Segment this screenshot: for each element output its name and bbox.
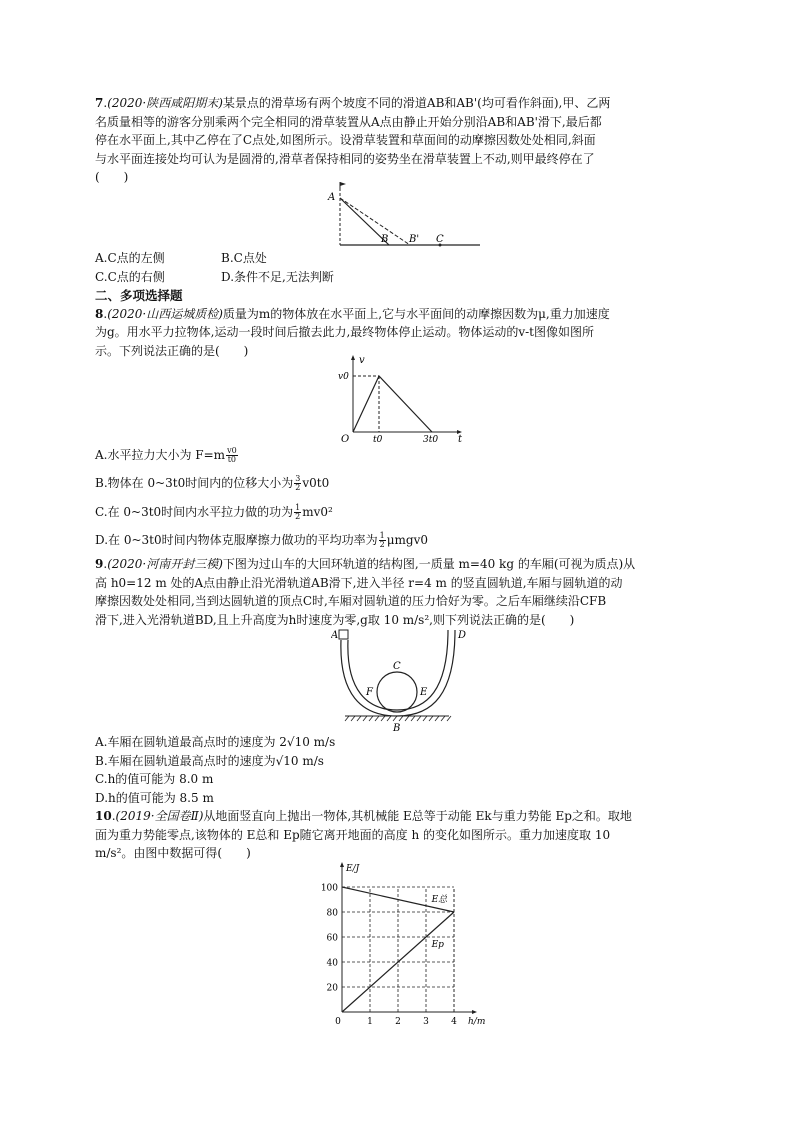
q8-option-b-tail: v0t0 xyxy=(302,476,330,490)
q9-loop-track-figure xyxy=(331,624,471,734)
q9-option-b[interactable]: B.车厢在圆轨道最高点时的速度为√10 m/s xyxy=(95,753,324,768)
q9-line-3: 摩擦因数处处相同,当到达圆轨道的顶点C时,车厢对圆轨道的压力恰好为零。之后车厢继续沿CFB xyxy=(95,594,607,608)
y-tick-label: 80 xyxy=(326,908,338,919)
q7-text-1: 某景点的滑草场有两个坡度不同的滑道AB和AB'(均可看作斜面),甲、乙两 xyxy=(222,96,611,110)
q7-line-2: 名质量相等的游客分别乘两个完全相同的滑草装置从A点由静止开始分别沿AB和AB'滑下,最后都 xyxy=(95,114,602,129)
q8-option-d-fraction: $\frac{1}{2}$ xyxy=(379,531,385,549)
q8-option-b-fraction: $\frac{3}{2}$ xyxy=(295,474,301,492)
q10-source: (2019·全国卷Ⅱ) xyxy=(115,809,204,823)
q9-line-2: 高 h0=12 m 处的A点由静止沿光滑轨道AB滑下,进入半径 r=4 m 的竖直圆轨道,车厢与圆轨道的动 xyxy=(95,575,623,590)
q8-axis-v: v xyxy=(359,355,365,366)
q9-label-a: A xyxy=(331,630,339,641)
q8-label-3t0: 3t0 xyxy=(423,435,439,444)
y-tick-label: 60 xyxy=(326,933,338,944)
q7-slope-figure xyxy=(325,180,485,250)
q8-text-1: 质量为m的物体放在水平面上,它与水平面间的动摩擦因数为μ,重力加速度 xyxy=(222,306,610,321)
q9-label-f: F xyxy=(366,687,373,698)
q8-option-c-tail: mv0² xyxy=(302,505,333,519)
q9-text-1: 下图为过山车的大回环轨道的结构图,一质量 m=40 kg 的车厢(可视为质点)从 xyxy=(222,557,636,571)
q8-option-d[interactable] xyxy=(95,531,428,550)
q7-line-5: ( ) xyxy=(95,170,129,184)
q9-option-c[interactable]: C.h的值可能为 8.0 m xyxy=(95,772,214,786)
q7-line-1: 7.(2020·陕西咸阳期末)某景点的滑草场有两个坡度不同的滑道AB和AB'(均可看作斜面),甲、乙两 xyxy=(95,96,611,110)
q9-option-d[interactable]: D.h的值可能为 8.5 m xyxy=(95,790,214,805)
q8-option-a-fraction: $\frac{v0}{t0}$ xyxy=(227,446,237,464)
q7-option-a[interactable]: A.C点的左侧 xyxy=(95,251,165,265)
q8-option-b[interactable] xyxy=(95,474,329,493)
q7-label-b: B xyxy=(381,234,389,245)
x-axis-label: h/m xyxy=(468,1017,485,1027)
q7-option-d[interactable]: D.条件不足,无法判断 xyxy=(221,269,334,284)
q7-label-a: A xyxy=(328,192,336,203)
x-tick-label: 2 xyxy=(395,1017,401,1027)
y-tick-label: 20 xyxy=(326,983,338,994)
y-tick-label: 100 xyxy=(320,883,338,894)
q7-line-4: 与水平面连接处均可认为是圆滑的,滑草者保持相同的姿势坐在滑草装置上不动,则甲最终停在了 xyxy=(95,151,595,166)
q8-line-2: 为g。用水平力拉物体,运动一段时间后撤去此力,最终物体停止运动。物体运动的v-t图像如图所 xyxy=(95,325,594,339)
ground-hatching xyxy=(345,716,451,721)
q7-option-c[interactable]: C.C点的右侧 xyxy=(95,269,165,284)
x-tick-label: 4 xyxy=(451,1017,457,1027)
q7-line-3: 停在水平面上,其中乙停在了C点处,如图所示。设滑草装置和草面间的动摩擦因数处处相同,斜面 xyxy=(95,133,596,147)
q8-option-b-text: B.物体在 0~3t0时间内的位移大小为 xyxy=(95,476,294,490)
q10-text-1: 从地面竖直向上抛出一物体,其机械能 E总等于动能 Ek与重力势能 Ep之和。取地 xyxy=(203,809,632,823)
q7-option-b[interactable]: B.C点处 xyxy=(221,251,267,265)
series-label-total-energy: E总 xyxy=(431,895,448,905)
q9-source: (2020·河南开封三模) xyxy=(107,557,223,571)
q10-number: 10 xyxy=(95,809,112,823)
q7-label-b-prime: B' xyxy=(409,234,420,245)
q10-line-1: 10.(2019·全国卷Ⅱ)从地面竖直向上抛出一物体,其机械能 E总等于动能 Ek与重力势能 Ep之和。取地 xyxy=(95,809,632,823)
x-tick-label: 0 xyxy=(335,1017,341,1027)
q8-option-a[interactable] xyxy=(95,446,239,465)
q7-number: 7 xyxy=(95,96,104,110)
q8-label-t0: t0 xyxy=(373,435,383,444)
q7-source: (2020·陕西咸阳期末) xyxy=(107,96,223,110)
q9-number: 9 xyxy=(95,557,104,571)
x-tick-label: 1 xyxy=(367,1017,373,1027)
q9-label-c: C xyxy=(393,661,401,672)
q9-line-4: 滑下,进入光滑轨道BD,且上升高度为h时速度为零,g取 10 m/s²,则下列说法正确的是( ) xyxy=(95,612,575,627)
q8-source: (2020·山西运城质检) xyxy=(107,306,223,321)
q9-label-e: E xyxy=(420,687,428,698)
q8-label-v0: v0 xyxy=(338,372,349,382)
q8-option-d-tail: μmgv0 xyxy=(386,533,428,547)
q8-option-a-text: A.水平拉力大小为 F=m xyxy=(95,448,226,462)
q9-label-d: D xyxy=(458,630,467,641)
y-axis-arrow xyxy=(340,862,344,867)
q9-option-a[interactable]: A.车厢在圆轨道最高点时的速度为 2√10 m/s xyxy=(95,735,336,749)
series-label-potential-energy: Ep xyxy=(431,940,444,950)
q8-option-d-text: D.在 0~3t0时间内物体克服摩擦力做功的平均功率为 xyxy=(95,533,378,547)
section-heading-multiple-choice: 二、多项选择题 xyxy=(95,288,183,303)
q8-line-1: 8.(2020·山西运城质检)质量为m的物体放在水平面上,它与水平面间的动摩擦因数为μ,重力加速度 xyxy=(95,306,610,321)
q10-line-2: 面为重力势能零点,该物体的 E总和 Ep随它离开地面的高度 h 的变化如图所示。重力加速度取 10 xyxy=(95,827,611,842)
q7-label-c: C xyxy=(436,234,444,245)
q8-axis-t: t xyxy=(458,434,463,444)
x-tick-label: 3 xyxy=(423,1017,429,1027)
q8-option-c[interactable] xyxy=(95,503,333,522)
q9-line-1: 9.(2020·河南开封三模)下图为过山车的大回环轨道的结构图,一质量 m=40 kg 的车厢(可视为质点)从 xyxy=(95,557,636,571)
q9-label-b: B xyxy=(393,723,401,734)
y-tick-label: 40 xyxy=(326,958,338,969)
q8-option-c-text: C.在 0~3t0时间内水平拉力做的功为 xyxy=(95,505,294,519)
q8-label-origin: O xyxy=(341,434,350,444)
y-axis-label: E/J xyxy=(346,864,360,874)
q8-number: 8 xyxy=(95,306,104,321)
q8-line-3: 示。下列说法正确的是( ) xyxy=(95,343,249,358)
q10-energy-chart xyxy=(310,852,485,1027)
x-axis-arrow xyxy=(472,1010,477,1014)
q8-option-c-fraction: $\frac{1}{2}$ xyxy=(295,503,301,521)
q10-line-3: m/s²。由图中数据可得( ) xyxy=(95,846,251,860)
q8-vt-graph xyxy=(337,352,467,444)
